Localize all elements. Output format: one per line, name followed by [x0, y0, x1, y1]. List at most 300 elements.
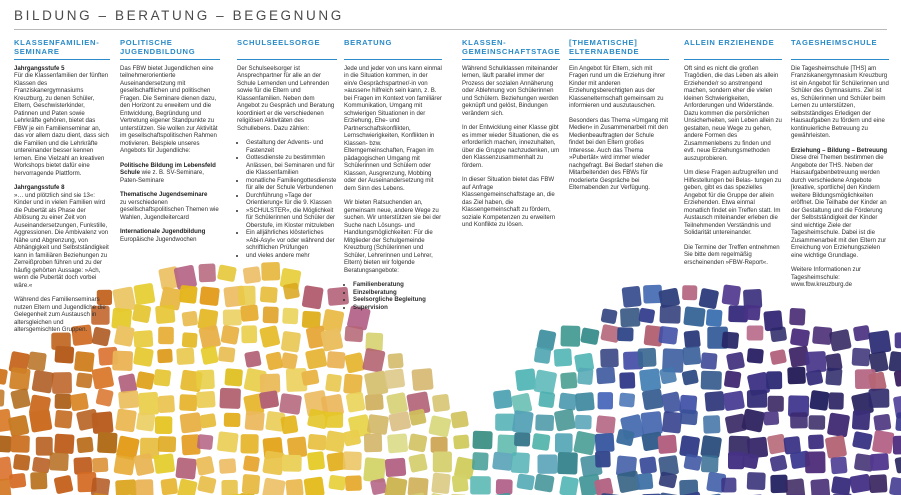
mosaic-tile [196, 369, 215, 389]
mosaic-tile [115, 408, 137, 432]
mosaic-tile [95, 388, 113, 407]
mosaic-tile [492, 452, 513, 472]
mosaic-tile [870, 453, 890, 471]
mosaic-tile [283, 282, 301, 299]
paragraph-text: Diese drei Themen bestimmen die Angebote der THS. Neben der Hausaufgabenbetreuung werden durch verschiedene Angebote [kreative, sportliche] den Kindern weitere Bildungsmöglichkeiten eröffnet. Die Teilhabe der Kinder an der Gestaltung und die Förderung der Selbstständigkeit der Kinder sind wichtige Ziele der Tagesheimschule. Dabei ist die Zusammenarbeit mit den Eltern zur Erreichung von Erziehungszielen eine wichtige Grundlage. [791, 154, 887, 259]
mosaic-tile [54, 475, 74, 495]
mosaic-tile [200, 345, 219, 365]
mosaic-tile [346, 392, 366, 413]
mosaic-tile [682, 285, 697, 300]
column-title: KLASSENFAMILIEN-SEMINARE [14, 38, 100, 57]
mosaic-tile [704, 391, 725, 412]
list-item: • Familienberatung [353, 281, 442, 289]
mosaic-tile [177, 478, 198, 495]
mosaic-tile [196, 391, 216, 408]
mosaic-tile [320, 328, 343, 352]
mosaic-tile [221, 480, 238, 495]
mosaic-tile [54, 410, 72, 429]
mosaic-tile [241, 325, 257, 343]
mosaic-tile [535, 414, 554, 431]
mosaic-tile [385, 458, 407, 477]
mosaic-tile [260, 374, 281, 393]
mosaic-tile [301, 369, 320, 386]
mosaic-tile [259, 390, 280, 409]
mosaic-tile [282, 455, 302, 472]
mosaic-tile [219, 458, 237, 474]
mosaic-tile [92, 457, 109, 472]
mosaic-tile [825, 367, 842, 385]
mosaic-tile [263, 306, 279, 323]
mosaic-tile [224, 368, 243, 386]
mosaic-tile [595, 433, 615, 453]
mosaic-tile [158, 436, 176, 452]
mosaic-tile [302, 311, 321, 329]
mosaic-tile [0, 389, 5, 407]
list-item: • Einzelberatung [353, 289, 442, 297]
column-body [791, 65, 889, 289]
mosaic-tile [636, 473, 653, 490]
mosaic-tile [595, 451, 611, 468]
column-title: POLITISCHE JUGENDBILDUNG [120, 38, 196, 57]
mosaic-tile [894, 369, 901, 387]
mosaic-tile [638, 348, 657, 367]
mosaic-tile [747, 390, 767, 408]
paragraph: Die Tagesheimschule [THS] am Franziskanergymnasium Kreuzburg ist ein Angebot für Schülerinnen und Schüler des Gymnasiums. Ziel ist es, Schülerinnen und Schüler beim Lernen zu unterstützen, selbstständiges Erledigen der Hausaufgaben zu fördern und eine kontinuierliche Betreuung zu gewährleisten. [791, 64, 889, 140]
column-klassenfamilien [14, 38, 110, 341]
mosaic-tile [701, 352, 718, 369]
mosaic-tile [680, 409, 698, 425]
mosaic-tile [642, 389, 664, 411]
mosaic-tile [472, 452, 489, 471]
mosaic-tile [0, 367, 8, 385]
mosaic-tile [133, 347, 154, 367]
mosaic-tile [770, 475, 788, 494]
paragraph: Während des Familienseminars nutzen Eltern und Jugendliche die Gelegenheit zum Austausch in altersgleichen und altersgemischten Gruppen. [14, 296, 106, 334]
page-title: BILDUNG – BERATUNG – BEGEGNUNG [14, 8, 344, 23]
mosaic-tile [428, 415, 451, 438]
mosaic-tile [747, 472, 766, 490]
column-body [237, 65, 337, 260]
page-header [0, 0, 901, 36]
mosaic-tile [601, 308, 618, 324]
column-divider [14, 59, 110, 60]
mosaic-tile [769, 455, 787, 472]
mosaic-tile [432, 394, 450, 413]
mosaic-tile [805, 451, 826, 473]
column-politische-jugendbildung [120, 38, 220, 250]
mosaic-tile [512, 410, 534, 434]
list-item: • Gottesdienste zu bestimmten Anlässen, bei Seminaren und für die Klassenfamilien [246, 154, 337, 177]
column-divider [791, 59, 889, 60]
mosaic-tile [74, 351, 95, 372]
mosaic-tile [217, 264, 237, 282]
mosaic-tile [133, 330, 153, 348]
mosaic-tile [262, 477, 286, 495]
mosaic-tile [452, 474, 469, 492]
mosaic-tile [219, 388, 241, 409]
mosaic-tile [138, 392, 159, 416]
mosaic-tile [620, 308, 640, 328]
mosaic-tile [895, 332, 901, 348]
mosaic-tile [766, 371, 782, 389]
mosaic-tile [849, 474, 871, 494]
mosaic-tile [873, 414, 891, 432]
mosaic-tile [889, 477, 901, 495]
mosaic-tile [76, 372, 93, 388]
mosaic-tile [49, 452, 69, 471]
column-title: TAGESHEIMSCHULE [791, 38, 878, 47]
mosaic-tile [343, 451, 362, 470]
mosaic-tile [575, 415, 592, 430]
mosaic-tile [136, 371, 155, 390]
mosaic-tile [514, 432, 530, 446]
mosaic-tile [724, 370, 742, 388]
mosaic-tile [808, 415, 825, 430]
mosaic-tile [280, 415, 298, 434]
mosaic-tile [767, 434, 787, 455]
mosaic-tile [577, 367, 594, 385]
mosaic-tile [115, 479, 137, 495]
column-divider [344, 59, 442, 60]
mosaic-tile [554, 348, 573, 366]
column-title: SCHULSEELSORGE [237, 38, 321, 47]
mosaic-tile [0, 435, 12, 452]
mosaic-tile [244, 350, 262, 368]
mosaic-tile [365, 394, 384, 411]
mosaic-tile [827, 412, 850, 437]
column-beratung [344, 38, 442, 317]
mosaic-tile [721, 478, 736, 493]
mosaic-tile [825, 435, 848, 459]
column-divider [569, 59, 669, 60]
mosaic-tile [700, 435, 722, 459]
mosaic-tile [112, 350, 133, 371]
mosaic-tile [808, 434, 824, 449]
mosaic-tile [785, 478, 806, 495]
paragraph: Um diese Fragen aufzugreifen und Hilfestellungen bei Belas- tungen zu geben, gibt es das spezielles Angebot für die Gruppe der allein Erziehenden. Etwa einmal monatlich findet ein Treffen statt. Im Austausch miteinander erleben die Teilnehmenden Verständnis und Solidarität untereinander. [684, 169, 782, 237]
mosaic-tile [384, 476, 407, 495]
column-body [462, 65, 560, 229]
mosaic-tile [596, 415, 616, 434]
mosaic-tile [658, 326, 678, 345]
mosaic-tile [516, 473, 535, 490]
mosaic-tile [343, 374, 363, 395]
mosaic-tile [113, 455, 135, 476]
mosaic-tile [869, 474, 888, 493]
subheading: Jahrgangsstufe 5 [14, 64, 65, 72]
mosaic-tile [538, 391, 555, 408]
paragraph: Oft sind es nicht die großen Tragödien, die das Leben als allein Erziehende/r so anstrengend machen, sondern eher die vielen kleinen Schwierigkeiten, Anforderungen und Widerstände. Dazu kommen die persönlichen Unsicherheiten, sein Leben allein zu gestalten, neue Wege zu gehen, andere Formen des Zusammenlebens zu finden und evtl. neue Erziehungsmethoden auszuprobieren. [684, 64, 782, 162]
column-body [344, 65, 442, 312]
paragraph: Der Schulseelsorger ist Ansprechpartner für alle an der Schule Lernenden und Lehrenden sowie für die Eltern und Klassenfamilien. Neben dem Angebot zu Gespräch und Beratung koordiniert er die verschiedenen religiösen Aktivitäten des Schullebens. Dazu zählen: [237, 64, 335, 132]
paragraph: Europäische Jugendwochen [120, 235, 197, 243]
mosaic-tile [136, 412, 156, 432]
mosaic-tile [573, 431, 597, 456]
mosaic-tile [681, 369, 699, 385]
paragraph: In dieser Situation bietet das FBW auf Anfrage Klassengemeinschaftstage an, die das Ziel haben, die Klassengemeinschaft zu fördern, soziale Kompetenzen zu erweitern und Konflikte zu lösen. [462, 176, 556, 229]
mosaic-tile [453, 434, 470, 449]
mosaic-tile [176, 347, 195, 365]
mosaic-tile [790, 412, 808, 428]
mosaic-tile [11, 435, 30, 453]
column-allein-erziehende [684, 38, 782, 273]
mosaic-tile [728, 452, 744, 470]
mosaic-tile [411, 368, 433, 391]
mosaic-tile [600, 348, 619, 367]
paragraph: Wir bieten Ratsuchenden an, gemeinsam neue, andere Wege zu suchen. Wir unterstützen sie bei der Suche nach Lösungs- und Handlungsmöglichkeiten: Für die Mitglieder der Schulgemeinde Kreuzburg (Schülerinnen und Schüler, Lehrerinnen und Lehrer, Eltern) bieten wir folgende Beratungsangebote: [344, 199, 442, 274]
mosaic-tile [325, 430, 347, 453]
mosaic-tile [640, 411, 663, 436]
paragraph: Die Termine der Treffen entnehmen Sie bitte dem regelmäßig erscheinenden »FBW-Report«. [684, 243, 780, 266]
mosaic-tile [175, 457, 197, 480]
mosaic-tile [223, 309, 242, 325]
mosaic-tile [259, 325, 280, 348]
mosaic-tile [470, 476, 491, 494]
mosaic-tile [741, 408, 765, 432]
mosaic-tile [305, 348, 328, 370]
column-title: BERATUNG [344, 38, 393, 47]
mosaic-tile [537, 454, 557, 473]
column-divider [684, 59, 782, 60]
inline-heading: Politische Bildung im Lebensfeld Schule [120, 161, 216, 177]
mosaic-tile [408, 433, 428, 452]
mosaic-tile [387, 433, 408, 453]
mosaic-tile [362, 348, 386, 373]
mosaic-tile [431, 437, 448, 453]
mosaic-tile [559, 476, 579, 495]
list-item: • »SCHULSTER«, die Möglichkeit für Schülerinnen und Schüler der Oberstufe, im Kloster mitzuleben [246, 207, 337, 230]
mosaic-tile [364, 433, 382, 452]
mosaic-tile [345, 475, 362, 491]
mosaic-tile [683, 454, 702, 472]
mosaic-tile [721, 284, 741, 306]
mosaic-tile [10, 388, 31, 409]
mosaic-tile [852, 431, 873, 450]
mosaic-tile [407, 477, 428, 495]
mosaic-tile [558, 392, 577, 410]
mosaic-tile [893, 436, 901, 455]
mosaic-tile [344, 352, 365, 374]
mosaic-tile [387, 353, 403, 369]
mosaic-tile [496, 479, 513, 495]
mosaic-tile [195, 456, 214, 476]
mosaic-tile [242, 474, 261, 494]
inline-heading: Erziehung – Bildung – Betreuung [791, 146, 888, 154]
mosaic-tile [872, 430, 895, 454]
mosaic-tile [308, 434, 327, 451]
mosaic-tile [617, 327, 634, 341]
mosaic-tile [472, 431, 492, 450]
mosaic-tile [747, 348, 764, 364]
mosaic-tile [217, 431, 239, 453]
mosaic-tile [657, 435, 677, 454]
mosaic-tile [682, 346, 701, 365]
mosaic-tile [30, 472, 47, 490]
mosaic-tile [179, 394, 197, 411]
mosaic-tile [328, 475, 346, 491]
mosaic-tile [133, 283, 155, 306]
mosaic-tile [639, 368, 661, 391]
mosaic-tile [160, 478, 178, 495]
mosaic-tile [182, 332, 198, 348]
mosaic-tile [243, 266, 262, 284]
mosaic-tile [684, 330, 701, 348]
subheading: Internationale Jugendbildung [120, 228, 206, 236]
paragraph: »… und plötzlich sind sie 13«: Kinder und in vielen Familien wird die Pubertät als Phase der Ablösung zu einer Zeit von Auseinandersetzungen, Funkstille, Aggressionen. Die Ambivalenz von Nähe und Abgrenzung, von Abhängigkeit und Selbstständigkeit kann in familiären Beziehungen zu Zerreißproben führen und zu der häufig gehörten Aussage: »Ach, wenn die Pubertät doch vorbei wäre.« [14, 191, 109, 289]
mosaic-tile [54, 346, 74, 364]
mosaic-tile [265, 351, 283, 370]
mosaic-tile [763, 411, 779, 426]
mosaic-tile [554, 408, 576, 431]
list-item: • und vieles andere mehr [246, 252, 337, 260]
mosaic-tile [97, 432, 118, 454]
mosaic-tile [73, 457, 92, 475]
column-title: [THEMATISCHE] ELTERNABENDE [569, 38, 640, 57]
mosaic-tile [280, 352, 298, 370]
mosaic-tile [831, 476, 852, 495]
mosaic-tile [659, 367, 677, 385]
column-divider [462, 59, 560, 60]
mosaic-tile [91, 477, 111, 495]
mosaic-tile [135, 479, 153, 495]
mosaic-tile [726, 352, 745, 371]
mosaic-tile [659, 305, 680, 324]
mosaic-tile [157, 349, 173, 364]
mosaic-tile [495, 414, 515, 431]
mosaic-tile [224, 413, 241, 427]
bullet-list [237, 139, 337, 259]
mosaic-tile [325, 412, 343, 428]
mosaic-tile [829, 329, 852, 352]
mosaic-tile [32, 457, 51, 474]
mosaic-tile [91, 366, 114, 389]
mosaic-tile [431, 473, 451, 495]
list-item: • Gestaltung der Advents- und Fastenzeit [246, 139, 337, 154]
mosaic-tile [515, 368, 537, 391]
mosaic-tile [29, 409, 53, 433]
mosaic-tile [747, 325, 764, 340]
paragraph: In der Entwicklung einer Klasse gibt es immer wieder Situationen, die es erforderlich machen, innezuhalten, über die Gruppe nachzudenken, um den Klassenzusammenhalt zu fördern. [462, 124, 560, 169]
mosaic-tile [493, 389, 513, 409]
mosaic-tile [723, 390, 745, 411]
column-divider [120, 59, 220, 60]
mosaic-tile [199, 413, 216, 429]
mosaic-tile [155, 305, 175, 324]
mosaic-tile [132, 304, 152, 324]
mosaic-tile [534, 347, 552, 365]
mosaic-tile [303, 476, 324, 495]
mosaic-tile [31, 370, 54, 394]
mosaic-tile [325, 374, 342, 393]
subheading: Thematische Jugendseminare [120, 191, 208, 199]
list-item: • Durchführung »Tage der Orientierung« für die 9. Klassen [246, 192, 337, 207]
list-item: • Supervision [353, 304, 442, 312]
mosaic-tile [8, 415, 30, 437]
mosaic-tile [701, 455, 719, 473]
paragraph: Besonders das Thema »Umgang mit Medien« in Zusammenarbeit mit den Medienbeauftragten der Schule findet bei den Eltern großes Interesse. Auch das Thema »Pubertät« wird immer wieder nachgefragt. Bei Bedarf stehen die Mitarbeitenden des FBWs für moderierte Gespräche bei Elternabenden zur Verfügung. [569, 116, 669, 192]
mosaic-tile [639, 456, 657, 474]
mosaic-tile [9, 473, 27, 489]
mosaic-tile [575, 392, 595, 411]
mosaic-tile [868, 330, 891, 354]
mosaic-tile [153, 453, 175, 474]
mosaic-tile [770, 326, 787, 342]
mosaic-tile [560, 372, 577, 389]
mosaic-tile [852, 410, 871, 430]
mosaic-tile [805, 351, 826, 373]
mosaic-tile [555, 433, 573, 452]
mosaic-tile [683, 306, 706, 327]
mosaic-tile [638, 308, 655, 324]
mosaic-tile [155, 416, 173, 434]
paragraph: zu verschiedenen gesellschaftspolitischen Themen wie Wahlen, Jugendleitercard [120, 198, 219, 221]
mosaic-tile [179, 412, 201, 433]
column-divider [237, 59, 337, 60]
mosaic-tile [282, 308, 298, 325]
mosaic-tile [830, 456, 847, 474]
mosaic-tile [662, 411, 683, 434]
list-item: • Seelsorgliche Begleitung [353, 296, 442, 304]
mosaic-tile [158, 327, 174, 344]
list-item: • monatliche Familiengottesdienste für alle der Schule Verbundenen [246, 177, 337, 192]
mosaic-tile [220, 325, 239, 345]
mosaic-tile [76, 437, 93, 454]
mosaic-tile [118, 390, 139, 409]
mosaic-tile [706, 309, 723, 327]
column-title: KLASSEN-GEMEINSCHAFTSTAGE [462, 38, 561, 57]
mosaic-tile [619, 393, 635, 408]
mosaic-tile [54, 434, 75, 454]
mosaic-tile [852, 348, 871, 367]
mosaic-tile [245, 411, 265, 431]
mosaic-tile [327, 351, 346, 369]
mosaic-tile [198, 325, 221, 350]
mosaic-tile [596, 367, 616, 385]
mosaic-tile [619, 372, 635, 389]
subheading: Jahrgangsstufe 8 [14, 184, 65, 192]
mosaic-tile [894, 455, 901, 473]
mosaic-tile [408, 453, 428, 473]
mosaic-tile [367, 414, 389, 435]
header-divider [14, 29, 887, 30]
column-title: ALLEIN ERZIEHENDE [684, 38, 775, 47]
column-body [569, 65, 669, 192]
mosaic-tile [698, 288, 719, 310]
mosaic-tile [532, 433, 551, 451]
mosaic-tile [828, 392, 843, 409]
mosaic-tile [790, 328, 810, 347]
mosaic-tile [789, 308, 806, 326]
mosaic-tile [197, 475, 217, 494]
mosaic-tile [52, 372, 72, 394]
column-body [14, 65, 110, 334]
mosaic-tile [91, 411, 113, 434]
mosaic-tile [868, 389, 889, 408]
mosaic-tile [55, 394, 72, 409]
mosaic-tile [744, 305, 761, 321]
mosaic-tile [580, 327, 600, 345]
mosaic-tile [622, 286, 642, 308]
mosaic-tile [285, 479, 303, 495]
mosaic-tile [153, 369, 171, 387]
paragraph: Jede und jeder von uns kann einmal in die Situation kommen, in der ein/e Gesprächspartner/-in von »aussen« hilfreich sein kann, z. B. bei Fragen im Kontext von familiärer Kommunikation, Umgang mit schwierigen Situationen in der Erziehung, Ehe- und Partnerschaftskonflikten, Lernschwierigkeiten, Konflikten in Klassen- bzw. Elterngemeinschaften, Fragen im pädagogischen Umgang mit Schülerinnen und Schülern oder Klassen, Ausgrenzung, Mobbing oder der Auseinandersetzung mit dem Sinn des Lebens. [344, 64, 442, 192]
mosaic-tile [557, 452, 578, 475]
mosaic-tile [9, 367, 31, 391]
mosaic-tile [810, 479, 830, 495]
mosaic-tile [279, 393, 302, 415]
mosaic-tile [181, 311, 198, 327]
mosaic-tile [179, 285, 198, 304]
